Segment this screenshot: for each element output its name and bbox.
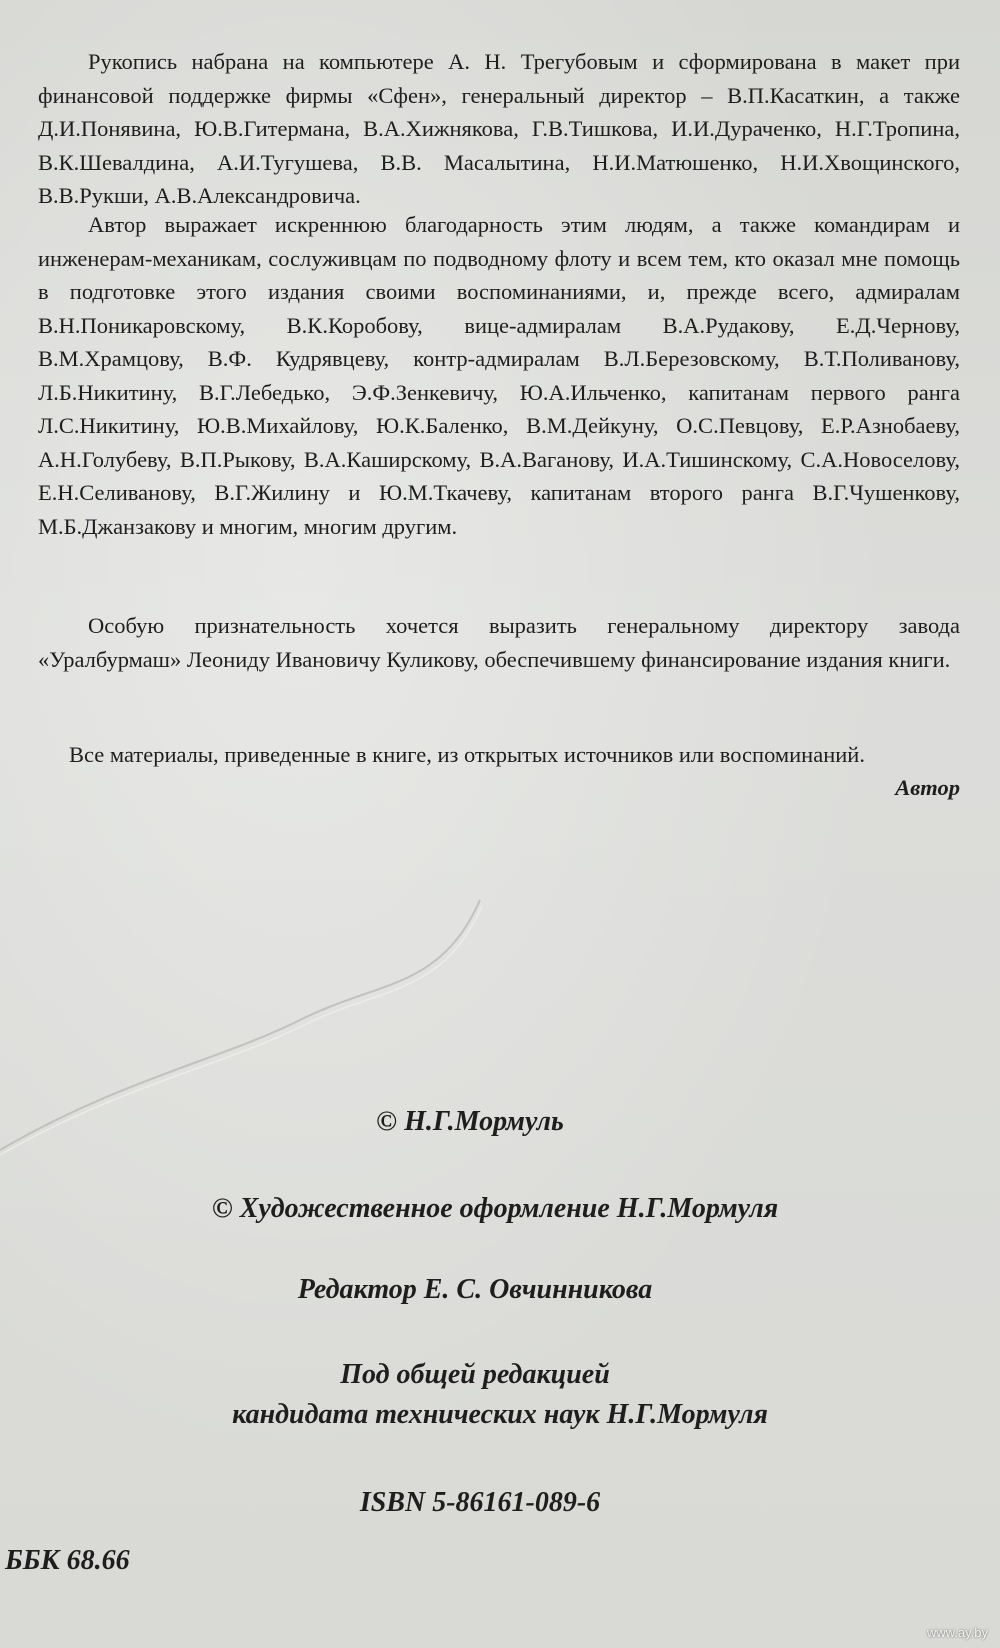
author-signature: Автор xyxy=(895,775,960,800)
paragraph-special-thanks: Особую признательность хочется выразить генеральному директору завода «Уралбурмаш» Леониду Ивановичу Куликову, обеспечившему финансирование издания книги. xyxy=(38,613,960,672)
isbn: ISBN 5-86161-089-6 xyxy=(359,1487,601,1518)
paragraph-sources-note: Все материалы, приведенные в книге, из открытых источников или воспоминаний. xyxy=(69,742,865,767)
bbk-code: ББК 68.66 xyxy=(5,1545,130,1576)
copyright-design: © Художественное оформление Н.Г.Мормуля xyxy=(211,1193,779,1224)
general-editing-line-2: кандидата технических наук Н.Г.Мормуля xyxy=(232,1399,768,1430)
general-editing-line-1: Под общей редакцией xyxy=(340,1359,610,1390)
paragraph-typesetting-credits: Рукопись набрана на компьютере А. Н. Трегубовым и сформирована в макет при финансовой поддержке фирмы «Сфен», генеральный директор – В.П.Касаткин, а также Д.И.Понявина, Ю.В.Гитермана, В.А.Хижнякова, Г.В.Тишкова, И.И.Дураченко, Н.Г.Тропина, В.К.Шевалдина, А.И.Тугушева, В.В. Масалытина, Н.И.Матюшенко, Н.И.Хвощинского, В.В.Рукши, А.В.Александровича. xyxy=(38,49,960,208)
paragraph-acknowledgements: Автор выражает искреннюю благодарность этим людям, а также командирам и инженерам-механикам, сослуживцам по подводному флоту и всем тем, кто оказал мне помощь в подготовке этого издания своими воспоминаниями, и, прежде всего, адмиралам В.Н.Поникаровскому, В.К.Коробову, вице-адмиралам В.А.Рудакову, Е.Д.Чернову, В.М.Храмцову, В.Ф. Кудрявцеву, контр-адмиралам В.Л.Березовскому, В.Т.Поливанову, Л.Б.Никитину, В.Г.Лебедько, Э.Ф.Зенкевичу, Ю.А.Ильченко, капитанам первого ранга Л.С.Никитину, Ю.В.Михайлову, Ю.К.Баленко, В.М.Дейкуну, О.С.Певцову, Е.Р.Азнобаеву, А.Н.Голубеву, В.П.Рыкову, В.А.Каширскому, В.А.Ваганову, И.А.Тишинскому, С.А.Новоселову, Е.Н.Селиванову, В.Г.Жилину и Ю.М.Ткачеву, капитанам второго ранга В.Г.Чушенкову, М.Б.Джанзакову и многим, многим другим. xyxy=(38,212,960,539)
site-watermark: www.ay.by xyxy=(926,1625,988,1640)
copyright-author: © Н.Г.Мормуль xyxy=(376,1106,564,1137)
editor-line: Редактор Е. С. Овчинникова xyxy=(297,1274,653,1305)
